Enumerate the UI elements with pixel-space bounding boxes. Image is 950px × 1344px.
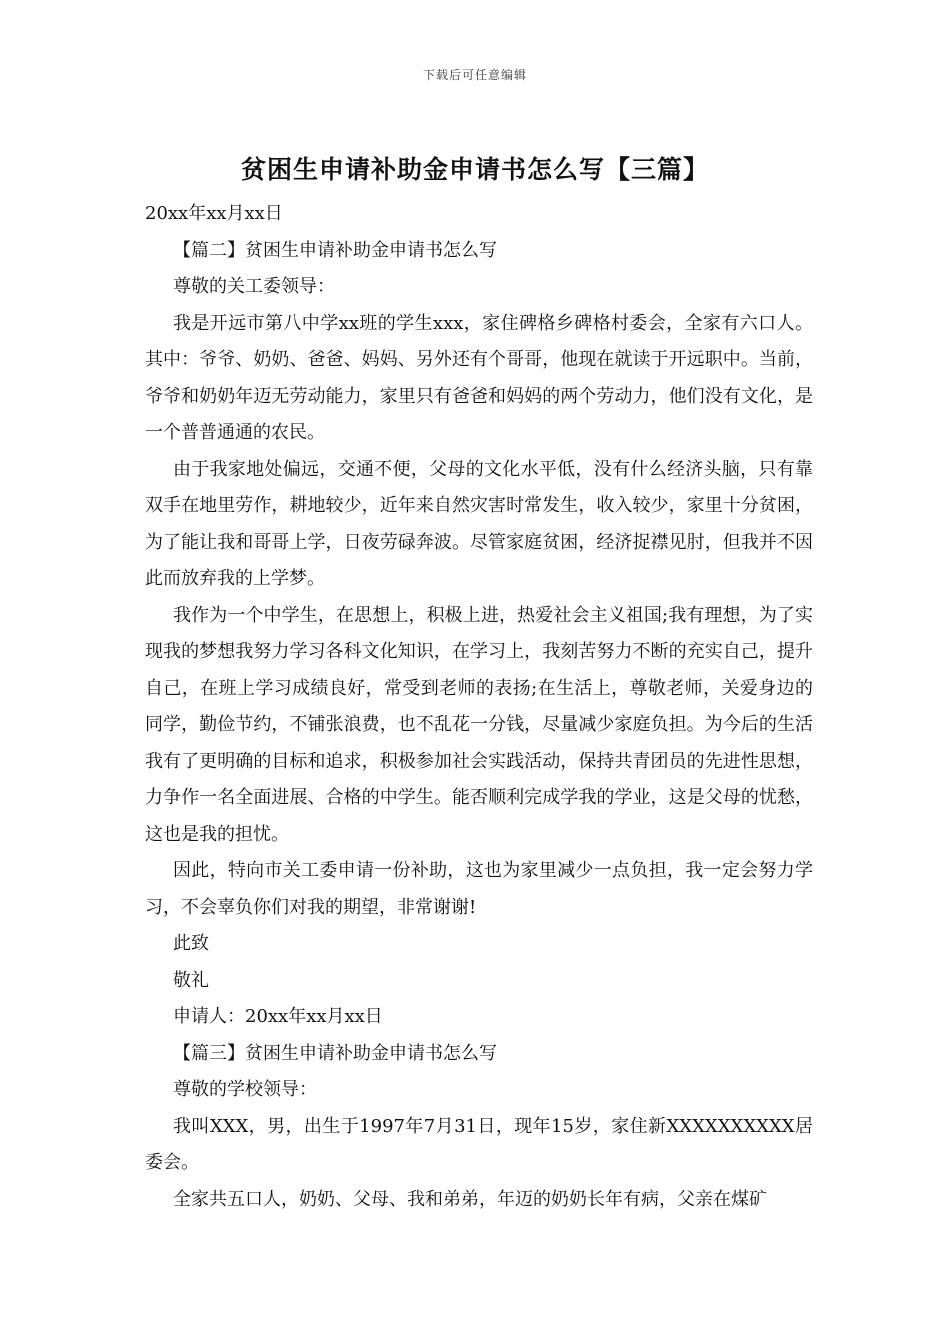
paragraph: 全家共五口人，奶奶、父母、我和弟弟，年迈的奶奶长年有病，父亲在煤矿 xyxy=(173,1188,767,1210)
closing-line: 敬礼 xyxy=(173,969,209,991)
salutation: 尊敬的关工委领导： xyxy=(173,276,335,297)
document-title: 贫困生申请补助金申请书怎么写【三篇】 xyxy=(240,155,709,184)
paragraph: 由于我家地处偏远，交通不便，父母的文化水平低，没有什么经济头脑，只有靠双手在地里劳作，耕地较少，近年来自然灾害时常发生，收入较少，家里十分贫困，为了能让我和哥哥上学，日夜劳碌奔波。尽管家庭贫困，经济捉襟见肘，但我并不因此而放弃我的上学梦。 xyxy=(145,458,813,589)
date-line: 20xx年xx月xx日 xyxy=(145,203,283,224)
paragraph: 我作为一个中学生，在思想上，积极上进，热爱社会主义祖国;我有理想，为了实现我的梦想我努力学习各科文化知识，在学习上，我刻苦努力不断的充实自己，提升自己，在班上学习成绩良好，常受到老师的表扬;在生活上，尊敬老师，关爱身边的同学，勤俭节约，不铺张浪费，也不乱花一分钱，尽量减少家庭负担。为今后的生活我有了更明确的目标和追求，积极参加社会实践活动，保持共青团员的先进性思想，力争作一名全面进展、合格的中学生。能否顺利完成学我的学业，这是父母的忧愁，这也是我的担忧。 xyxy=(145,604,813,845)
document-body xyxy=(145,196,813,1218)
section-heading-2: 【篇二】贫困生申请补助金申请书怎么写 xyxy=(173,239,497,261)
signature-line: 申请人：20xx年xx月xx日 xyxy=(173,1006,383,1027)
section-heading-3: 【篇三】贫困生申请补助金申请书怎么写 xyxy=(173,1042,497,1064)
paragraph: 我叫XXX，男，出生于1997年7月31日，现年15岁，家住新XXXXXXXXXX居委会。 xyxy=(145,1115,813,1173)
paragraph: 我是开远市第八中学xx班的学生xxx，家住碑格乡碑格村委会，全家有六口人。其中：爷爷、奶奶、爸爸、妈妈、另外还有个哥哥，他现在就读于开远职中。当前，爷爷和奶奶年迈无劳动能力，家里只有爸爸和妈妈的两个劳动力，他们没有文化，是一个普普通通的农民。 xyxy=(145,312,813,443)
paragraph: 因此，特向市关工委申请一份补助，这也为家里减少一点负担，我一定会努力学习，不会辜负你们对我的期望，非常谢谢! xyxy=(145,860,813,918)
salutation: 尊敬的学校领导： xyxy=(173,1079,317,1100)
closing-line: 此致 xyxy=(173,933,209,954)
header-note: 下载后可任意编辑 xyxy=(422,68,527,82)
